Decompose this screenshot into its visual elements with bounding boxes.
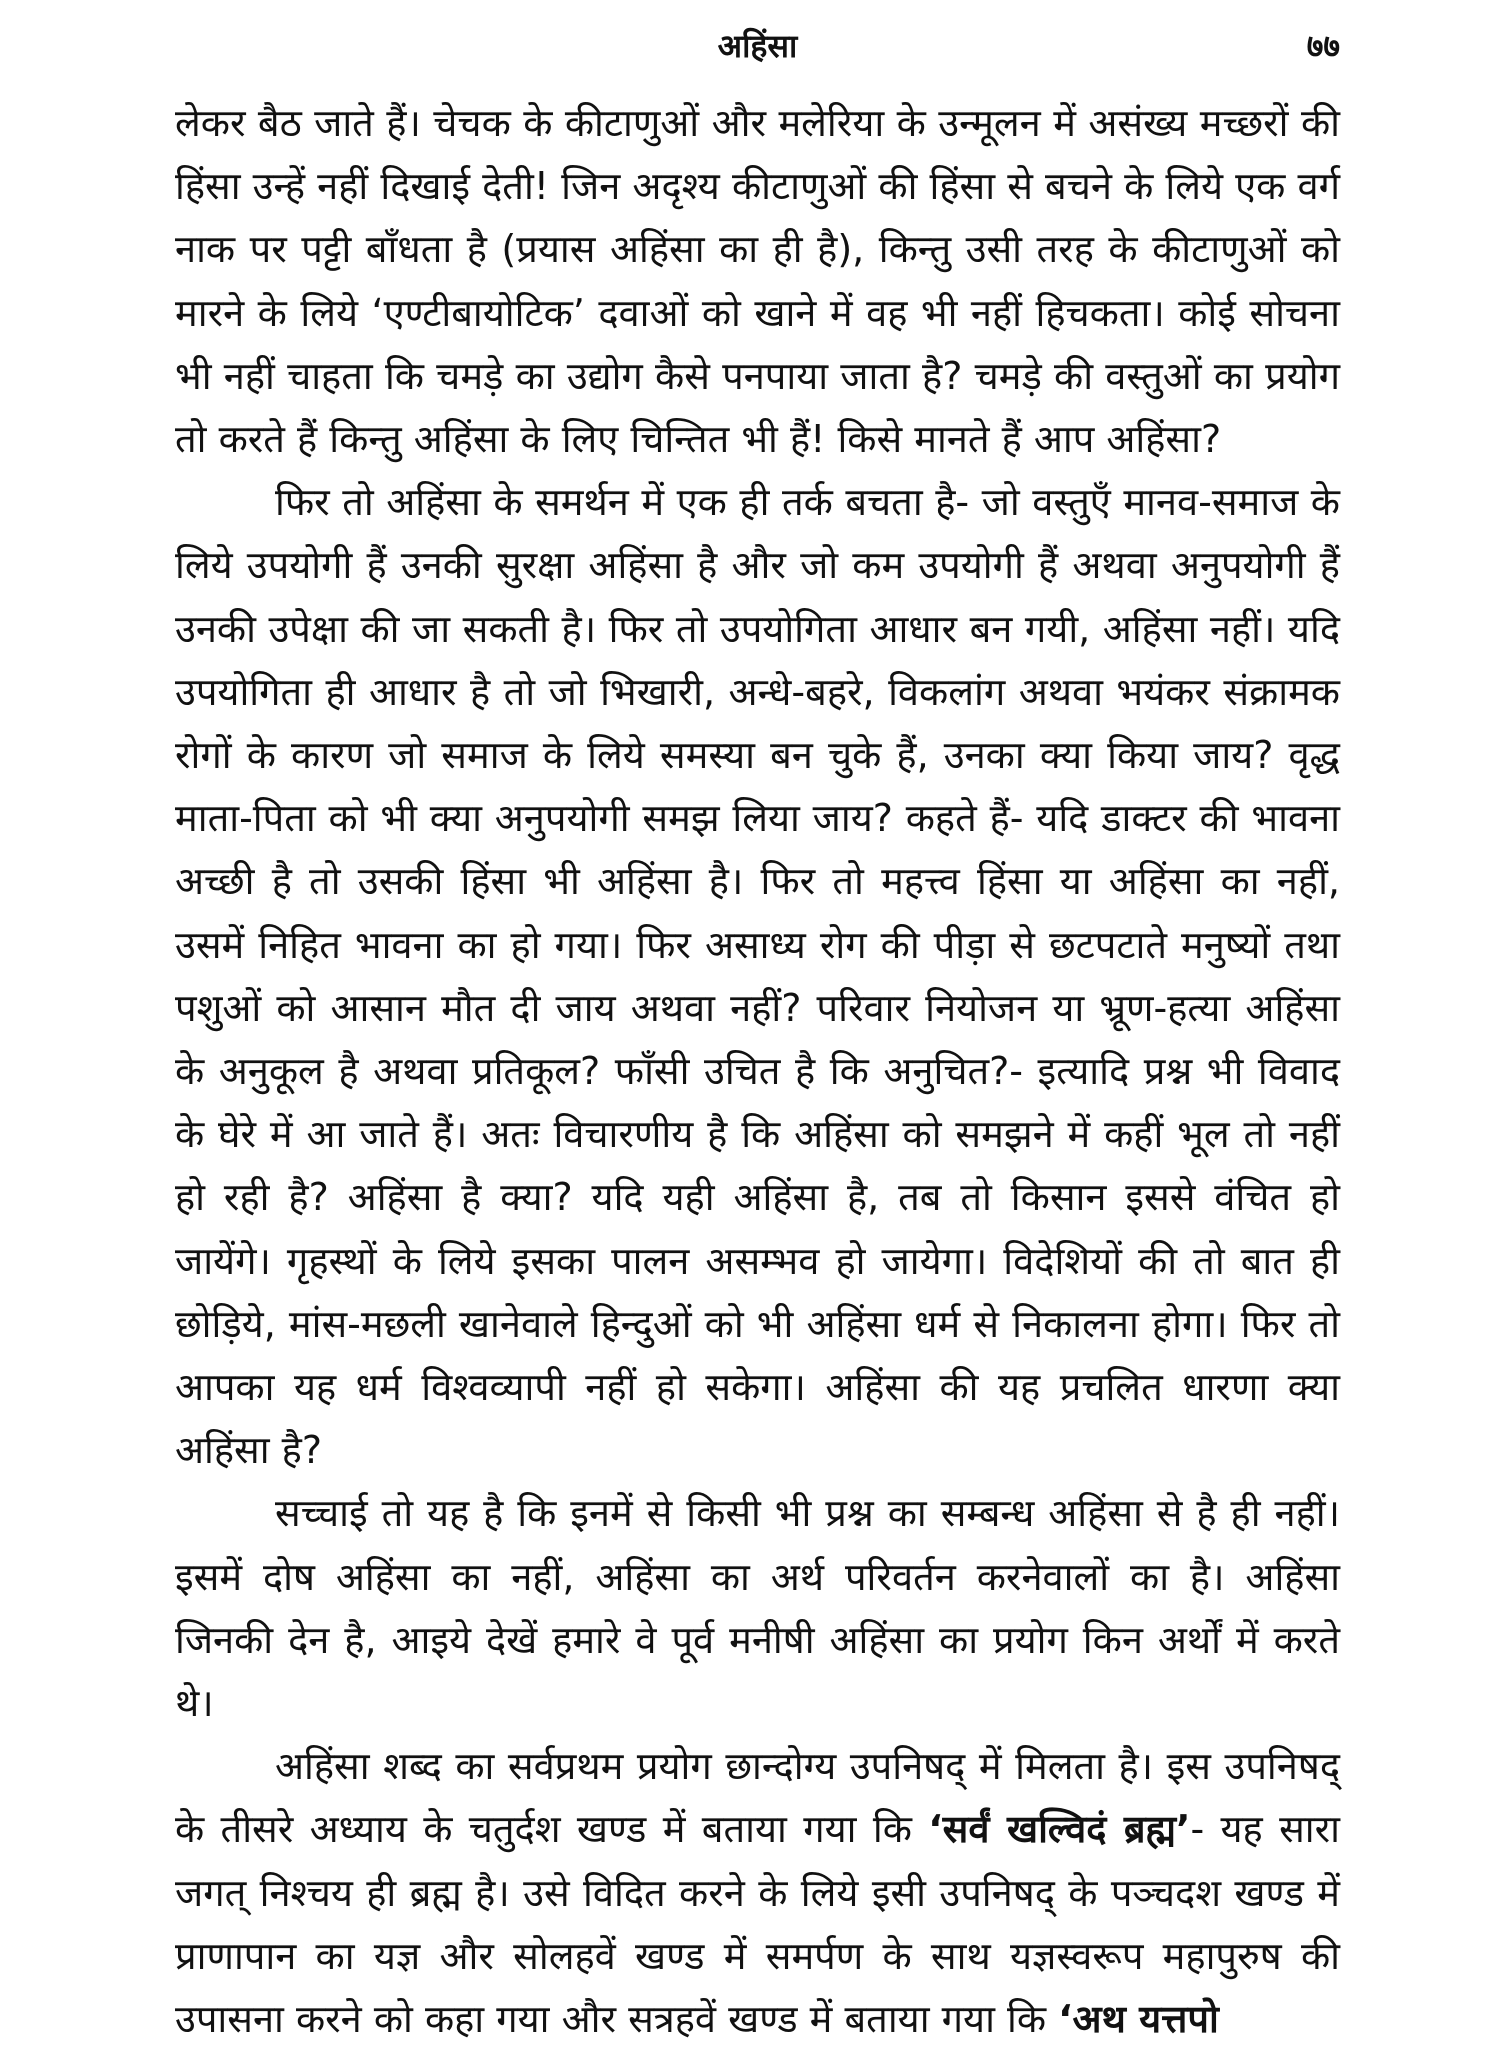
page-header <box>175 24 1340 84</box>
paragraph-2: फिर तो अहिंसा के समर्थन में एक ही तर्क बचता है- जो वस्तुएँ मानव-समाज के लिये उपयोगी हैं उनकी सुरक्षा अहिंसा है और जो कम उपयोगी हैं अथवा अनुपयोगी हैं उनकी उपेक्षा की जा सकती है। फिर तो उपयोगिता आधार बन गयी, अहिंसा नहीं। यदि उपयोगिता ही आधार है तो जो भिखारी, अन्धे-बहरे, विकलांग अथवा भयंकर संक्रामक रोगों के कारण जो समाज के लिये समस्या बन चुके हैं, उनका क्या किया जाय? वृद्ध माता-पिता को भी क्या अनुपयोगी समझ लिया जाय? कहते हैं- यदि डाक्टर की भावना अच्छी है तो उसकी हिंसा भी अहिंसा है। फिर तो महत्त्व हिंसा या अहिंसा का नहीं, उसमें निहित भावना का हो गया। फिर असाध्य रोग की पीड़ा से छटपटाते मनुष्यों तथा पशुओं को आसान मौत दी जाय अथवा नहीं? परिवार नियोजन या भ्रूण-हत्या अहिंसा के अनुकूल है अथवा प्रतिकूल? फाँसी उचित है कि अनुचित?- इत्यादि प्रश्न भी विवाद के घेरे में आ जाते हैं। अतः विचारणीय है कि अहिंसा को समझने में कहीं भूल तो नहीं हो रही है? अहिंसा है क्या? यदि यही अहिंसा है, तब तो किसान इससे वंचित हो जायेंगे। गृहस्थों के लिये इसका पालन असम्भव हो जायेगा। विदेशियों की तो बात ही छोड़िये, मांस-मछली खानेवाले हिन्दुओं को भी अहिंसा धर्म से निकालना होगा। फिर तो आपका यह धर्म विश्वव्यापी नहीं हो सकेगा। अहिंसा की यह प्रचलित धारणा क्या अहिंसा है? <box>175 480 1340 1473</box>
running-title: अहिंसा <box>717 27 798 65</box>
paragraph-1: लेकर बैठ जाते हैं। चेचक के कीटाणुओं और मलेरिया के उन्मूलन में असंख्य मच्छरों की हिंसा उन्हें नहीं दिखाई देती! जिन अदृश्य कीटाणुओं की हिंसा से बचने के लिये एक वर्ग नाक पर पट्टी बाँधता है (प्रयास अहिंसा का ही है), किन्तु उसी तरह के कीटाणुओं को मारने के लिये ‘एण्टीबायोटिक’ दवाओं को खाने में वह भी नहीं हिचकता। कोई सोचना भी नहीं चाहता कि चमड़े का उद्योग कैसे पनपाया जाता है? चमड़े की वस्तुओं का प्रयोग तो करते हैं किन्तु अहिंसा के लिए चिन्तित भी हैं! किसे मानते हैं आप अहिंसा? <box>175 101 1340 462</box>
paragraph-3: सच्चाई तो यह है कि इनमें से किसी भी प्रश्न का सम्बन्ध अहिंसा से है ही नहीं। इसमें दोष अहिंसा का नहीं, अहिंसा का अर्थ परिवर्तन करनेवालों का है। अहिंसा जिनकी देन है, आइये देखें हमारे वे पूर्व मनीषी अहिंसा का प्रयोग किन अर्थों में करते थे। <box>175 1491 1340 1726</box>
paragraph-4 <box>175 1735 1340 2051</box>
sanskrit-quote-atha: ‘अथ यत्तपो <box>1058 1997 1219 2042</box>
body-text <box>175 92 1340 2051</box>
page-number: ७७ <box>1306 27 1340 65</box>
paragraph-4-text-middle: - यह सारा जगत् निश्चय ही ब्रह्म है। उसे विदित करने के लिये इसी उपनिषद् के पञ्चदश खण्ड में प्राणापान का यज्ञ और सोलहवें खण्ड में समर्पण के साथ यज्ञस्वरूप महापुरुष की उपासना करने को कहा गया और सत्रहवें खण्ड में बताया गया कि <box>175 1807 1341 2042</box>
paragraph-4-text-start: अहिंसा शब्द का सर्वप्रथम प्रयोग छान्दोग्य उपनिषद् में मिलता है। इस उपनिषद् के तीसरे अध्याय के चतुर्दश खण्ड में बताया गया कि <box>175 1744 1340 1852</box>
sanskrit-quote-sarvam: ‘सर्वं खल्विदं ब्रह्म’ <box>928 1807 1191 1852</box>
